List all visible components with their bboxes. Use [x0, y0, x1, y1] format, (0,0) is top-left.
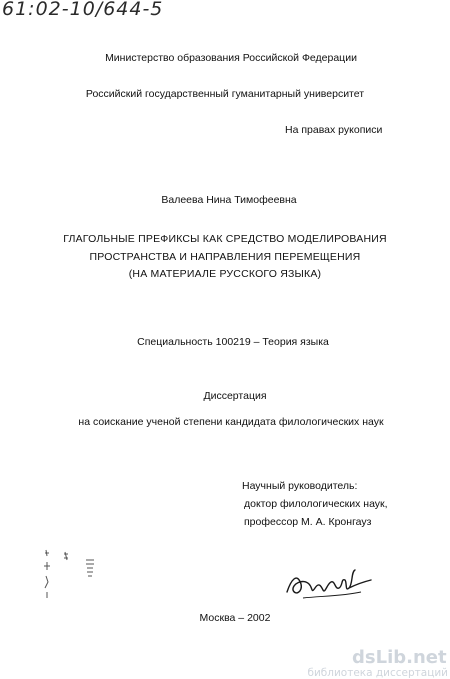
specialty-line: Специальность 100219 – Теория языка [137, 336, 329, 348]
watermark-logo: dsLib.net [352, 647, 447, 668]
supervisor-heading: Научный руководитель: [242, 480, 358, 492]
work-type: Диссертация [203, 390, 267, 402]
dslib-watermark [258, 647, 448, 679]
supervisor-degree: доктор филологических наук, [244, 498, 388, 510]
watermark-subtitle: библиотека диссертаций [307, 667, 448, 679]
supervisor-signature [283, 562, 373, 602]
ministry-line: Министерство образования Российской Федерации [105, 52, 357, 64]
university-line: Российский государственный гуманитарный университет [85, 88, 365, 100]
archive-stamp-code: 61:02-10/644-5 [2, 0, 164, 20]
title-line: ПРОСТРАНСТВА И НАПРАВЛЕНИЯ ПЕРЕМЕЩЕНИЯ [89, 250, 361, 263]
author-name: Валеева Нина Тимофеевна [161, 194, 297, 206]
degree-line: на соискание ученой степени кандидата филологических наук [78, 416, 384, 428]
dissertation-title [0, 231, 450, 284]
title-line: ГЛАГОЛЬНЫЕ ПРЕФИКСЫ КАК СРЕДСТВО МОДЕЛИРОВАНИЯ [63, 233, 387, 245]
supervisor-name: профессор М. А. Кронгауз [244, 516, 372, 528]
title-line: (НА МАТЕРИАЛЕ РУССКОГО ЯЗЫКА) [128, 268, 322, 280]
manuscript-rights: На правах рукописи [285, 124, 383, 136]
margin-handwritten-mark [42, 548, 104, 600]
place-year: Москва – 2002 [199, 612, 271, 624]
